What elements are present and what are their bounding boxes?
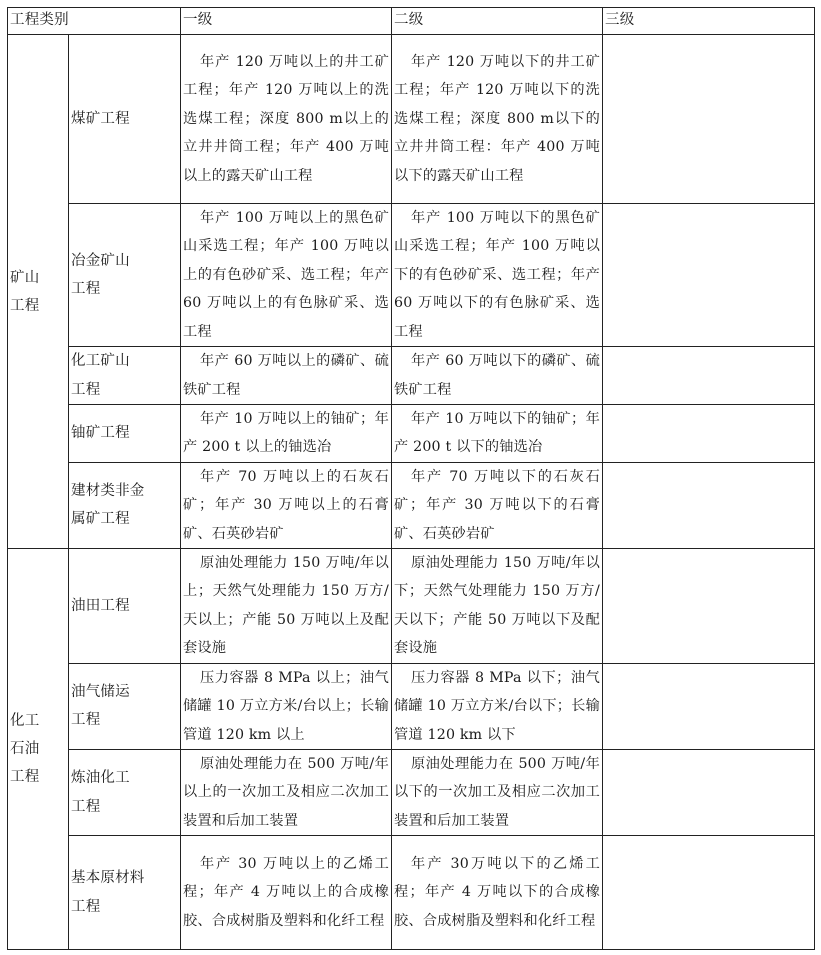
level1-cell: 年产 10 万吨以上的铀矿；年产 200 t 以上的铀选冶 (181, 405, 392, 463)
table-row (8, 549, 815, 664)
level1-cell: 压力容器 8 MPa 以上；油气储罐 10 万立方米/台以上；长输管道 120 km 以上 (181, 663, 392, 749)
table-header-row (8, 8, 815, 35)
level2-cell: 年产 10 万吨以下的铀矿；年产 200 t 以下的铀选冶 (392, 405, 603, 463)
table-row (8, 347, 815, 405)
level2-cell: 原油处理能力 150 万吨/年以下；天然气处理能力 150 万方/天以下；产能 50 万吨以下及配套设施 (392, 549, 603, 664)
table-row (8, 35, 815, 204)
level1-cell: 原油处理能力 150 万吨/年以上；天然气处理能力 150 万方/天以上；产能 50 万吨以上及配套设施 (181, 549, 392, 664)
level3-cell (603, 549, 815, 664)
level2-cell: 年产 120 万吨以下的井工矿工程；年产 120 万吨以下的洗选煤工程；深度 800 m以下的立井井筒工程：年产 400 万吨以下的露天矿山工程 (392, 35, 603, 204)
table-row (8, 204, 815, 347)
level3-cell (603, 749, 815, 835)
header-category: 工程类别 (8, 8, 181, 35)
subcategory-cell: 炼油化工 工程 (69, 749, 181, 835)
subcategory-cell: 铀矿工程 (69, 405, 181, 463)
subcategory-cell: 油气储运 工程 (69, 663, 181, 749)
level3-cell (603, 405, 815, 463)
header-level1: 一级 (181, 8, 392, 35)
level3-cell (603, 836, 815, 950)
level2-cell: 年产 60 万吨以下的磷矿、硫铁矿工程 (392, 347, 603, 405)
level1-cell: 年产 120 万吨以上的井工矿工程；年产 120 万吨以上的洗选煤工程；深度 800 m以上的立井井筒工程；年产 400 万吨以上的露天矿山工程 (181, 35, 392, 204)
level3-cell (603, 663, 815, 749)
header-level2: 二级 (392, 8, 603, 35)
subcategory-cell: 冶金矿山 工程 (69, 204, 181, 347)
subcategory-cell: 煤矿工程 (69, 35, 181, 204)
level2-cell: 压力容器 8 MPa 以下；油气储罐 10 万立方米/台以下；长输管道 120 km 以下 (392, 663, 603, 749)
table-row (8, 749, 815, 835)
header-level3: 三级 (603, 8, 815, 35)
table-row (8, 836, 815, 950)
level3-cell (603, 204, 815, 347)
subcategory-cell: 基本原材料 工程 (69, 836, 181, 950)
subcategory-cell: 建材类非金 属矿工程 (69, 462, 181, 548)
level2-cell: 年产 100 万吨以下的黑色矿山采选工程；年产 100 万吨以下的有色砂矿采、选工程；年产 60 万吨以下的有色脉矿采、选工程 (392, 204, 603, 347)
level3-cell (603, 462, 815, 548)
category-chemical-petroleum: 化工 石油 工程 (8, 549, 69, 950)
level2-cell: 年产 70 万吨以下的石灰石矿；年产 30 万吨以下的石膏矿、石英砂岩矿 (392, 462, 603, 548)
level1-cell: 年产 100 万吨以上的黑色矿山采选工程；年产 100 万吨以上的有色砂矿采、选工程；年产 60 万吨以上的有色脉矿采、选工程 (181, 204, 392, 347)
level3-cell (603, 347, 815, 405)
table-row (8, 663, 815, 749)
level1-cell: 原油处理能力在 500 万吨/年以上的一次加工及相应二次加工装置和后加工装置 (181, 749, 392, 835)
level1-cell: 年产 30 万吨以上的乙烯工程；年产 4 万吨以上的合成橡胶、合成树脂及塑料和化纤工程 (181, 836, 392, 950)
table-row (8, 462, 815, 548)
level1-cell: 年产 60 万吨以上的磷矿、硫铁矿工程 (181, 347, 392, 405)
subcategory-cell: 化工矿山 工程 (69, 347, 181, 405)
table-row (8, 405, 815, 463)
category-mining: 矿山 工程 (8, 35, 69, 549)
engineering-classification-table (7, 7, 815, 950)
level2-cell: 年产 30万吨以下的乙烯工程；年产 4 万吨以下的合成橡胶、合成树脂及塑料和化纤工程 (392, 836, 603, 950)
level2-cell: 原油处理能力在 500 万吨/年以下的一次加工及相应二次加工装置和后加工装置 (392, 749, 603, 835)
level3-cell (603, 35, 815, 204)
subcategory-cell: 油田工程 (69, 549, 181, 664)
level1-cell: 年产 70 万吨以上的石灰石矿；年产 30 万吨以上的石膏矿、石英砂岩矿 (181, 462, 392, 548)
